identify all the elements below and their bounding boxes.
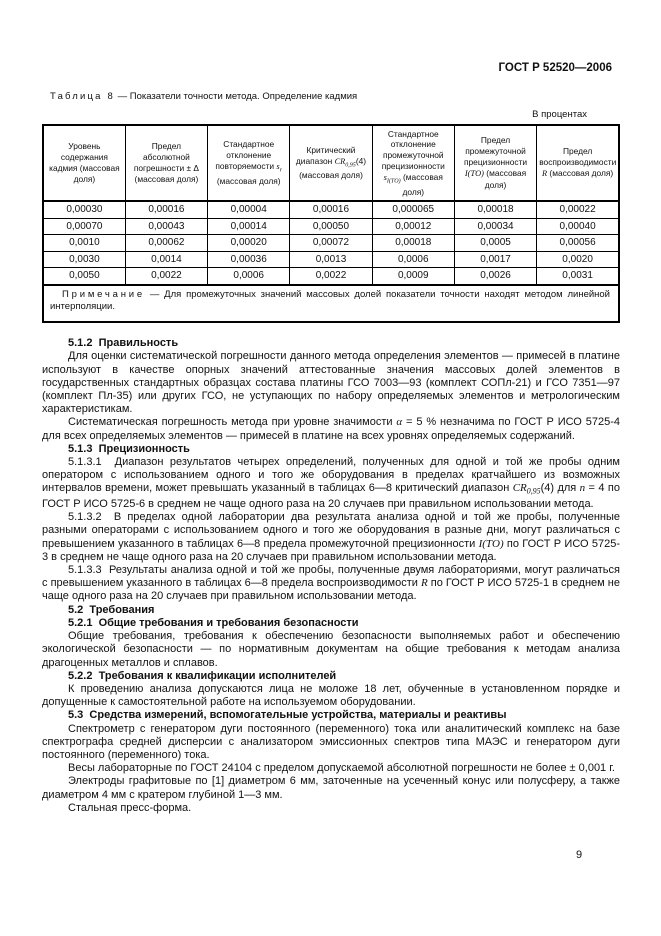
table-cell: 0,00043 [125,218,207,235]
table-cell: 0,00022 [537,201,619,218]
table-row [43,218,619,235]
table-row [43,268,619,285]
text-run: Спектрометр с генератором дуги постоянного (переменного) тока или аналитический комплекс на базе спектрографа средней дисперсии с анализатором эмиссионных спектров типа МАЭС и генератором дуги постоянного (переменного) тока. [42,722,620,761]
section-heading [42,617,620,630]
text-run: Стандартное отклонение промежуточной прецизионности [381,128,445,172]
column-header [208,125,290,201]
table-cell: 0,00020 [208,235,290,252]
table-cell: 0,0026 [454,268,536,285]
text-run: Критический диапазон [295,144,356,166]
note-label: Примечание [62,288,145,300]
table-cell: 0,0005 [454,235,536,252]
section-heading [42,337,620,350]
text-run: = 4 по ГОСТ Р ИСО 5725-6 в среднем не чаще одного раза на 20 случаев при правильном использовании метода. [42,482,620,511]
table-cell: 0,00030 [43,201,125,218]
section-paragraph [42,683,620,709]
text-run: R [420,577,428,590]
table-note-cell [43,285,619,323]
section-paragraph [42,630,620,670]
text-run: 0,95 [345,162,356,169]
page-number: 9 [576,849,583,861]
text-run: 5.1.2 Правильность [68,337,179,350]
table-cell: 0,00036 [208,251,290,268]
table-row [43,201,619,218]
text-run: (массовая доля) [483,167,527,190]
table-caption [42,91,620,102]
section-heading [42,443,620,456]
table-body [43,201,619,285]
text-run: Предел абсолютной погрешности ± Δ (массовая доля) [133,141,199,184]
section-paragraph [42,723,620,763]
text-run: Систематическая погрешность метода при уровне значимости [68,416,397,429]
table-cell: 0,00072 [290,235,372,252]
section-heading [42,709,620,722]
text-run: Уровень содержания кадмия (массовая доля) [49,141,120,184]
section-paragraph [42,511,620,564]
section-heading [42,604,620,617]
table-cell: 0,00040 [537,218,619,235]
text-run: CR [512,482,527,495]
text-run: Электроды графитовые по [1] диаметром 6 мм, заточенные на усеченный конус или полусферу, а также диаметром 4 мм с кратером глубиной 1—3 мм. [42,775,620,801]
table-cell: 0,00016 [125,201,207,218]
table-cell: 0,0017 [454,251,536,268]
text-run: 5.1.3.2 В пределах одной лаборатории два результата анализа одной и той же пробы, полученные разными операторами с использованием одного и того же оборудования в разные дни, могут различаться с превышением указанного в таблицах 6—8 предела промежуточной прецизионности [42,511,620,550]
text-run: r [279,167,283,174]
column-header [43,125,125,201]
page-content [42,0,620,815]
units-note: В процентах [532,109,587,120]
text-run: s [276,162,280,172]
text-run: 5.2.1 Общие требования и требования безопасности [68,616,359,629]
column-header [454,125,536,201]
table-cell: 0,00004 [208,201,290,218]
standard-designation: ГОСТ Р 52520—2006 [498,62,612,74]
table-cell: 0,00056 [537,235,619,252]
table-cell: 0,00012 [372,218,454,235]
section-paragraph [42,350,620,416]
table-note-body [43,285,619,323]
text-run: по ГОСТ Р ИСО 5725-3 в среднем не чаще одного раза на 20 случаев при правильном использовании метода. [42,537,621,563]
section-paragraph [42,775,620,801]
table-cell: 0,00018 [454,201,536,218]
text-run: I(ТО) [386,178,401,185]
text-run: Предел промежуточной прецизионности [463,135,528,168]
table-cell: 0,00034 [454,218,536,235]
table-cell: 0,0022 [125,268,207,285]
table-cell: 0,0013 [290,251,372,268]
table-cell: 0,00014 [208,218,290,235]
text-run: (массовая доля) [216,175,281,186]
text-run: s [383,173,387,183]
table-cell: 0,00018 [372,235,454,252]
text-run: α [396,416,403,429]
text-run: 5.1.3.1 Диапазон результатов четырех определений, полученных для одной и той же пробы одним оператором с использованием одного и того же оборудования в пределах кратчайшего из возможных интервалов времени, может превышать указанный в таблицах 6—8 критический диапазон [42,455,620,495]
table-note-row [43,285,619,323]
text-run: К проведению анализа допускаются лица не моложе 18 лет, обученные в установленном порядке и допущенные к самостоятельной работе на используемом оборудовании. [42,682,620,709]
section-paragraph [42,802,620,815]
text-run: по ГОСТ Р ИСО 5725-1 в среднем не чаще одного раза на 20 случаев при правильном использовании метода. [42,577,620,603]
text-run: (4) для [540,482,580,495]
text-run: CR [334,156,346,166]
table-cell: 0,0022 [290,268,372,285]
text-run: (массовая доля) [547,167,614,178]
text-run: (массовая доля) [400,172,443,197]
table-cell: 0,00062 [125,235,207,252]
column-header [290,125,372,201]
text-run: R [541,168,548,178]
section-paragraph [42,762,620,775]
section-paragraph [42,456,620,511]
table-cell: 0,00016 [290,201,372,218]
text-run: n [579,482,586,495]
section-paragraph [42,416,620,442]
column-header [372,125,454,201]
table-caption-text: — Показатели точности метода. Определение кадмия [114,91,358,102]
text-run: I(ТО) [464,168,484,178]
table-cell: 0,0010 [43,235,125,252]
text-run: Для оценки систематической погрешности данного метода определения элементов — примесей в платине используют в качестве опорных значений аттестованные значения массовых долей элементов в государственных стандартных образцах состава платины ГСО 7003—93 (комплект СОПл-21) и ГСО 7351—97 (комплект Пл-35) или других ГСО, не уступающих по набору определяемых элементов и метрологическим характеристикам. [42,350,620,416]
table-cell: 0,00070 [43,218,125,235]
text-run: Предел воспроизводимости [539,146,617,168]
note-text: — Для промежуточных значений массовых долей показатели точности находят методом линейной интерполяции. [50,288,610,313]
table-cell: 0,0030 [43,251,125,268]
table-cell: 0,0031 [537,268,619,285]
text-run: Общие требования, требования к обеспечению безопасности выполняемых работ и обеспечению экологической безопасности — по нормативным документам на общие требования к методам анализа драгоценных металлов и сплавов. [42,630,620,669]
table-cell: 0,0050 [43,268,125,285]
body-sections [42,337,620,815]
table-head [43,125,619,201]
table-row [43,251,619,268]
table-cell: 0,0020 [537,251,619,268]
table-cell: 0,0006 [372,251,454,268]
table-cell: 0,000065 [372,201,454,218]
section-heading [42,670,620,683]
table-cell: 0,0014 [125,251,207,268]
table-cell: 0,00050 [290,218,372,235]
table-header-row [43,125,619,201]
column-header [537,125,619,201]
text-run: Стандартное отклонение повторяемости [215,139,277,172]
text-run: Весы лабораторные по ГОСТ 24104 с пределом допускаемой абсолютной погрешности не более ± 0,001 г. [68,762,615,775]
text-run: 5.1.3 Прецизионность [68,442,190,455]
text-run: 5.2.2 Требования к квалификации исполнителей [68,669,337,682]
text-run: = 5 % незначима по ГОСТ Р ИСО 5725-4 для всех определяемых элементов — примесей в платине на всех уровнях определяемых содержаний. [42,416,620,442]
text-run: I(ТО) [478,537,504,550]
column-header [125,125,207,201]
text-run: 5.1.3.3 Результаты анализа одной и той же пробы, полученные двумя лабораториями, могут различаться с превышением указанного в таблицах 6—8 предела воспроизводимости [42,564,620,590]
text-run: Стальная пресс-форма. [68,801,192,814]
table-cell: 0,0009 [372,268,454,285]
table-cell: 0,0006 [208,268,290,285]
section-paragraph [42,564,620,604]
table-caption-label: Таблица 8 [50,91,115,102]
text-run: 5.2 Требования [68,603,155,616]
text-run: 0,95 [526,486,541,496]
text-run: (4) (массовая доля) [299,155,367,181]
text-run: 5.3 Средства измерений, вспомогательные устройства, материалы и реактивы [68,709,507,722]
accuracy-table [42,124,620,323]
table-row [43,235,619,252]
